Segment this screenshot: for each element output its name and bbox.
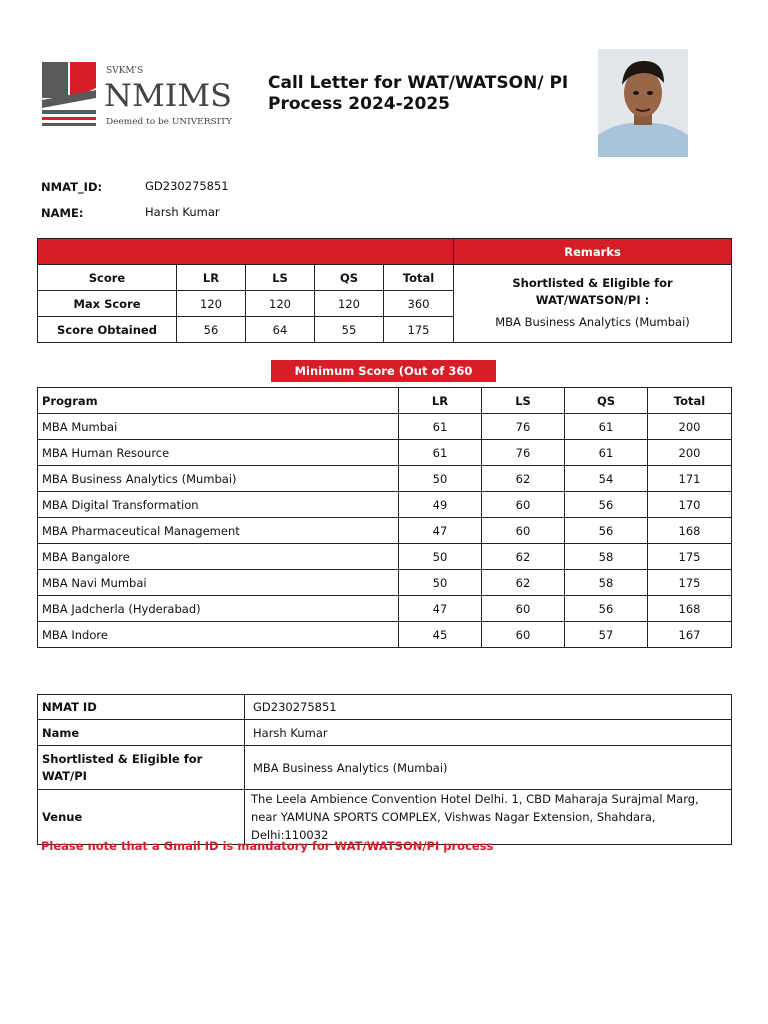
program-cell: 50: [399, 466, 482, 492]
program-cell: 49: [399, 492, 482, 518]
nmims-logo: [40, 60, 240, 132]
score-cell: 120: [315, 291, 384, 317]
nmat-id-value: GD230275851: [145, 179, 229, 193]
program-cell: 167: [648, 622, 732, 648]
table-row: [38, 518, 732, 544]
score-row-label: Score Obtained: [38, 317, 177, 343]
table-row: [38, 466, 732, 492]
remarks-header: Remarks: [454, 239, 732, 265]
program-cell: 61: [565, 440, 648, 466]
score-cell: 64: [246, 317, 315, 343]
name-value: Harsh Kumar: [145, 205, 220, 219]
program-cell: 170: [648, 492, 732, 518]
program-name: MBA Pharmaceutical Management: [38, 518, 399, 544]
program-cell: 60: [482, 518, 565, 544]
program-cell: 50: [399, 544, 482, 570]
program-name: MBA Jadcherla (Hyderabad): [38, 596, 399, 622]
program-name: MBA Navi Mumbai: [38, 570, 399, 596]
program-cell: 58: [565, 570, 648, 596]
score-header-bar: [38, 239, 454, 265]
score-cell: 175: [384, 317, 454, 343]
program-cell: 56: [565, 596, 648, 622]
program-header-ls: LS: [482, 388, 565, 414]
info-table: [37, 694, 732, 845]
program-cell: 171: [648, 466, 732, 492]
nmat-id-label: NMAT_ID:: [41, 180, 103, 194]
program-cell: 175: [648, 544, 732, 570]
remarks-cell: [454, 265, 732, 343]
info-value-nmat-id: GD230275851: [245, 695, 732, 720]
table-row: [38, 440, 732, 466]
program-cell: 47: [399, 518, 482, 544]
remark-title: Shortlisted & Eligible for WAT/WATSON/PI :: [512, 276, 673, 307]
score-header-lr: LR: [177, 265, 246, 291]
program-header-qs: QS: [565, 388, 648, 414]
program-table: [37, 387, 732, 648]
program-cell: 61: [565, 414, 648, 440]
program-cell: 50: [399, 570, 482, 596]
table-row: [38, 570, 732, 596]
program-cell: 58: [565, 544, 648, 570]
program-cell: 60: [482, 622, 565, 648]
program-cell: 200: [648, 440, 732, 466]
program-cell: 76: [482, 414, 565, 440]
score-row-label: Max Score: [38, 291, 177, 317]
logo-name: NMIMS: [104, 78, 232, 114]
name-label: NAME:: [41, 206, 84, 220]
table-row: [38, 544, 732, 570]
info-value-venue: The Leela Ambience Convention Hotel Delhi. 1, CBD Maharaja Surajmal Marg, near YAMUNA SPORTS COMPLEX, Vishwas Nagar Extension, Shahdara, Delhi:110032: [245, 790, 732, 845]
program-cell: 62: [482, 544, 565, 570]
program-name: MBA Mumbai: [38, 414, 399, 440]
program-cell: 62: [482, 570, 565, 596]
program-cell: 47: [399, 596, 482, 622]
score-table: [37, 238, 732, 343]
info-value-name: Harsh Kumar: [245, 720, 732, 746]
program-cell: 54: [565, 466, 648, 492]
table-row: [38, 492, 732, 518]
candidate-photo: [598, 49, 688, 157]
score-header-score: Score: [38, 265, 177, 291]
min-score-title: Minimum Score (Out of 360 Marks): [271, 360, 496, 382]
score-header-ls: LS: [246, 265, 315, 291]
program-header: Program: [38, 388, 399, 414]
score-header-qs: QS: [315, 265, 384, 291]
program-cell: 60: [482, 596, 565, 622]
program-cell: 56: [565, 492, 648, 518]
program-cell: 45: [399, 622, 482, 648]
info-key-nmat-id: NMAT ID: [38, 695, 245, 720]
logo-sub-text: Deemed to be UNIVERSITY: [106, 117, 233, 127]
table-row: [38, 414, 732, 440]
program-cell: 61: [399, 440, 482, 466]
program-name: MBA Business Analytics (Mumbai): [38, 466, 399, 492]
score-cell: 55: [315, 317, 384, 343]
remark-value: MBA Business Analytics (Mumbai): [495, 315, 690, 329]
score-cell: 56: [177, 317, 246, 343]
page-title: Call Letter for WAT/WATSON/ PI Process 2024-2025: [268, 73, 569, 114]
info-value-shortlisted: MBA Business Analytics (Mumbai): [245, 746, 732, 790]
program-cell: 60: [482, 492, 565, 518]
program-name: MBA Digital Transformation: [38, 492, 399, 518]
program-name: MBA Human Resource: [38, 440, 399, 466]
program-cell: 168: [648, 596, 732, 622]
program-cell: 61: [399, 414, 482, 440]
info-key-name: Name: [38, 720, 245, 746]
program-cell: 57: [565, 622, 648, 648]
logo-top-text: SVKM'S: [106, 66, 144, 76]
program-cell: 56: [565, 518, 648, 544]
score-header-total: Total: [384, 265, 454, 291]
info-key-venue: Venue: [38, 790, 245, 845]
program-cell: 200: [648, 414, 732, 440]
program-name: MBA Bangalore: [38, 544, 399, 570]
program-cell: 76: [482, 440, 565, 466]
score-cell: 120: [177, 291, 246, 317]
program-cell: 175: [648, 570, 732, 596]
info-key-shortlisted: Shortlisted & Eligible for WAT/PI: [38, 746, 245, 790]
program-header-lr: LR: [399, 388, 482, 414]
program-cell: 168: [648, 518, 732, 544]
program-header-total: Total: [648, 388, 732, 414]
gmail-note: Please note that a Gmail ID is mandatory for WAT/WATSON/PI process: [41, 839, 494, 853]
score-cell: 360: [384, 291, 454, 317]
program-name: MBA Indore: [38, 622, 399, 648]
table-row: [38, 622, 732, 648]
program-cell: 62: [482, 466, 565, 492]
table-row: [38, 596, 732, 622]
score-cell: 120: [246, 291, 315, 317]
